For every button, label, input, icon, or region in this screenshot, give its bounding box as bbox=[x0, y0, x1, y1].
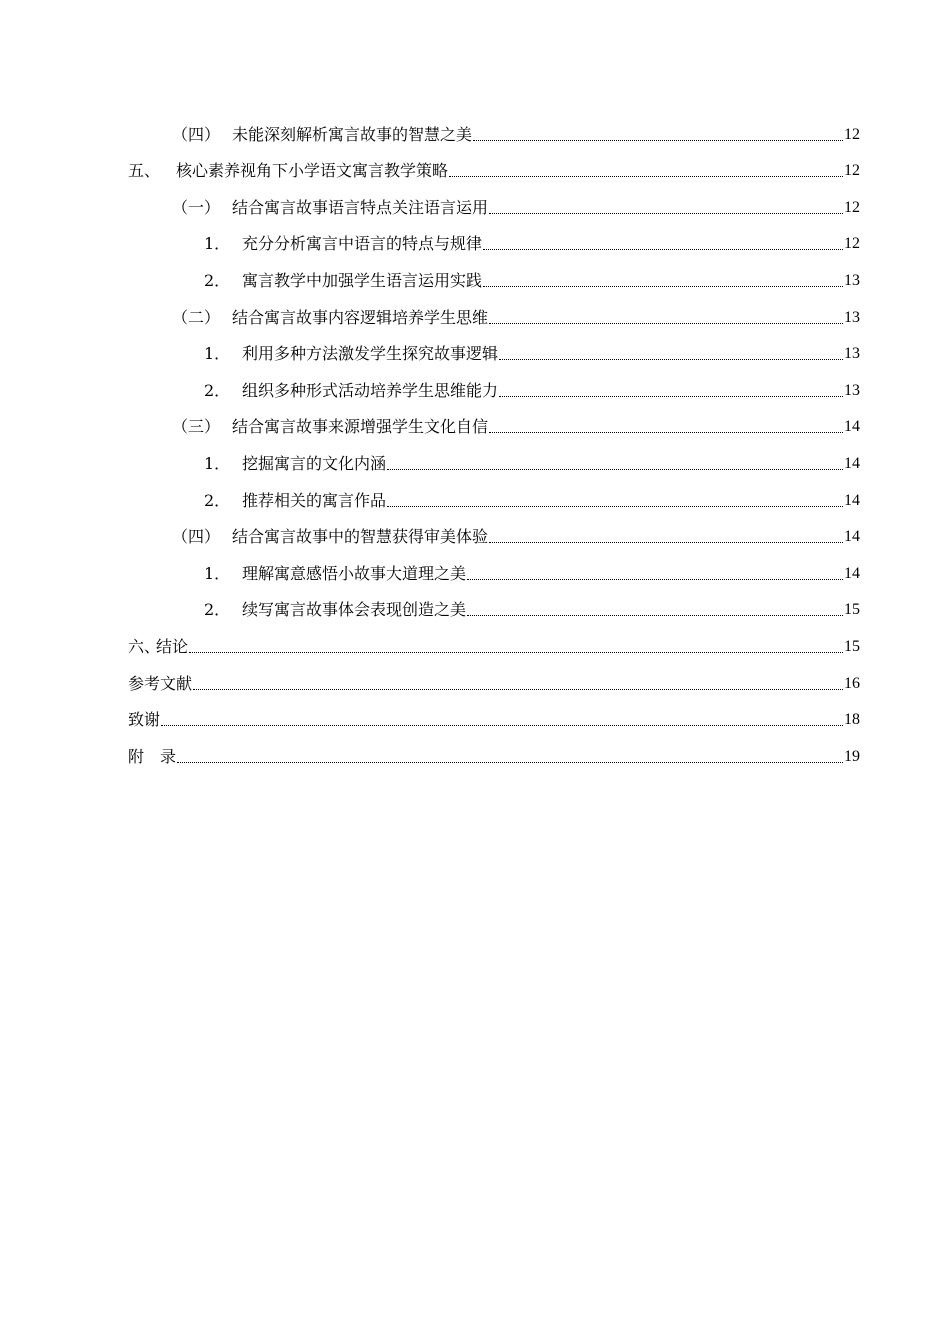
toc-dot-leader bbox=[483, 248, 843, 250]
toc-dot-leader bbox=[177, 761, 843, 763]
toc-entry[interactable] bbox=[128, 694, 860, 731]
toc-entry-title: 结合寓言故事来源增强学生文化自信 bbox=[232, 417, 489, 437]
toc-entry-page-number: 15 bbox=[844, 601, 860, 619]
toc-dot-leader bbox=[467, 614, 843, 616]
toc-entry-page-number: 19 bbox=[844, 747, 860, 765]
toc-entry-page-number: 16 bbox=[844, 674, 860, 692]
toc-entry-number: 六、 bbox=[128, 636, 161, 656]
toc-entry-number: （三） bbox=[172, 417, 221, 437]
toc-entry[interactable] bbox=[128, 547, 860, 584]
toc-dot-leader bbox=[489, 322, 843, 324]
toc-entry-page-number: 13 bbox=[844, 308, 860, 326]
toc-entry-title: 推荐相关的寓言作品 bbox=[242, 490, 387, 510]
toc-entry[interactable] bbox=[128, 291, 860, 328]
toc-dot-leader bbox=[489, 212, 843, 214]
toc-entry-title: 致谢 bbox=[128, 710, 161, 730]
toc-entry-title: 核心素养视角下小学语文寓言教学策略 bbox=[176, 161, 449, 181]
toc-entry-page-number: 14 bbox=[844, 454, 860, 472]
toc-entry[interactable] bbox=[128, 657, 860, 694]
toc-entry-page-number: 12 bbox=[844, 125, 860, 143]
toc-entry-title: 结合寓言故事中的智慧获得审美体验 bbox=[232, 527, 489, 547]
toc-entry[interactable] bbox=[128, 181, 860, 218]
toc-entry[interactable] bbox=[128, 364, 860, 401]
toc-entry-page-number: 13 bbox=[844, 345, 860, 363]
toc-dot-leader bbox=[499, 358, 843, 360]
toc-entry-title: 理解寓意感悟小故事大道理之美 bbox=[242, 563, 467, 583]
toc-dot-leader bbox=[499, 395, 843, 397]
toc-entry-title: 组织多种形式活动培养学生思维能力 bbox=[242, 380, 499, 400]
toc-entry-page-number: 14 bbox=[844, 491, 860, 509]
toc-entry-number: （一） bbox=[172, 197, 221, 217]
toc-entry[interactable] bbox=[128, 620, 860, 657]
toc-entry[interactable] bbox=[128, 511, 860, 548]
toc-dot-leader bbox=[483, 285, 843, 287]
table-of-contents bbox=[128, 108, 860, 767]
toc-entry[interactable] bbox=[128, 401, 860, 438]
toc-dot-leader bbox=[189, 651, 843, 653]
toc-entry-title: 挖掘寓言的文化内涵 bbox=[242, 453, 387, 473]
toc-entry-number: 1． bbox=[204, 234, 231, 254]
toc-entry-title: 结论 bbox=[156, 636, 189, 656]
toc-dot-leader bbox=[473, 139, 843, 141]
toc-entry-title: 附 录 bbox=[128, 746, 177, 766]
toc-entry-title: 续写寓言故事体会表现创造之美 bbox=[242, 600, 467, 620]
toc-entry-page-number: 18 bbox=[844, 711, 860, 729]
toc-dot-leader bbox=[467, 578, 843, 580]
toc-entry-page-number: 14 bbox=[844, 418, 860, 436]
toc-entry[interactable] bbox=[128, 108, 860, 145]
toc-entry-number: 1． bbox=[204, 563, 231, 583]
toc-dot-leader bbox=[387, 468, 843, 470]
toc-entry-title: 充分分析寓言中语言的特点与规律 bbox=[242, 234, 483, 254]
toc-dot-leader bbox=[449, 175, 843, 177]
toc-entry[interactable] bbox=[128, 730, 860, 767]
toc-entry-page-number: 12 bbox=[844, 198, 860, 216]
toc-entry-page-number: 15 bbox=[844, 637, 860, 655]
toc-entry[interactable] bbox=[128, 474, 860, 511]
toc-entry-title: 寓言教学中加强学生语言运用实践 bbox=[242, 270, 483, 290]
toc-dot-leader bbox=[161, 724, 843, 726]
toc-entry[interactable] bbox=[128, 145, 860, 182]
toc-entry-title: 结合寓言故事语言特点关注语言运用 bbox=[232, 197, 489, 217]
toc-entry-number: （二） bbox=[172, 307, 221, 327]
toc-entry-number: 2． bbox=[204, 490, 231, 510]
toc-entry[interactable] bbox=[128, 254, 860, 291]
toc-dot-leader bbox=[489, 431, 843, 433]
toc-entry[interactable] bbox=[128, 437, 860, 474]
toc-entry[interactable] bbox=[128, 584, 860, 621]
toc-entry-page-number: 12 bbox=[844, 235, 860, 253]
toc-dot-leader bbox=[387, 505, 843, 507]
toc-entry-page-number: 12 bbox=[844, 162, 860, 180]
toc-entry-page-number: 13 bbox=[844, 271, 860, 289]
toc-entry-number: 五、 bbox=[128, 161, 161, 181]
toc-entry-number: 1． bbox=[204, 344, 231, 364]
toc-dot-leader bbox=[489, 541, 843, 543]
toc-entry-number: 2． bbox=[204, 270, 231, 290]
toc-entry-title: 利用多种方法激发学生探究故事逻辑 bbox=[242, 344, 499, 364]
toc-entry-page-number: 13 bbox=[844, 381, 860, 399]
toc-entry-number: 1． bbox=[204, 453, 231, 473]
toc-entry[interactable] bbox=[128, 328, 860, 365]
toc-entry-number: 2． bbox=[204, 600, 231, 620]
toc-entry-number: 2． bbox=[204, 380, 231, 400]
toc-entry[interactable] bbox=[128, 218, 860, 255]
toc-entry-number: （四） bbox=[172, 124, 221, 144]
toc-entry-page-number: 14 bbox=[844, 564, 860, 582]
toc-entry-number: （四） bbox=[172, 527, 221, 547]
toc-entry-title: 结合寓言故事内容逻辑培养学生思维 bbox=[232, 307, 489, 327]
toc-entry-title: 参考文献 bbox=[128, 673, 193, 693]
toc-entry-title: 未能深刻解析寓言故事的智慧之美 bbox=[232, 124, 473, 144]
toc-entry-page-number: 14 bbox=[844, 528, 860, 546]
toc-dot-leader bbox=[193, 688, 843, 690]
